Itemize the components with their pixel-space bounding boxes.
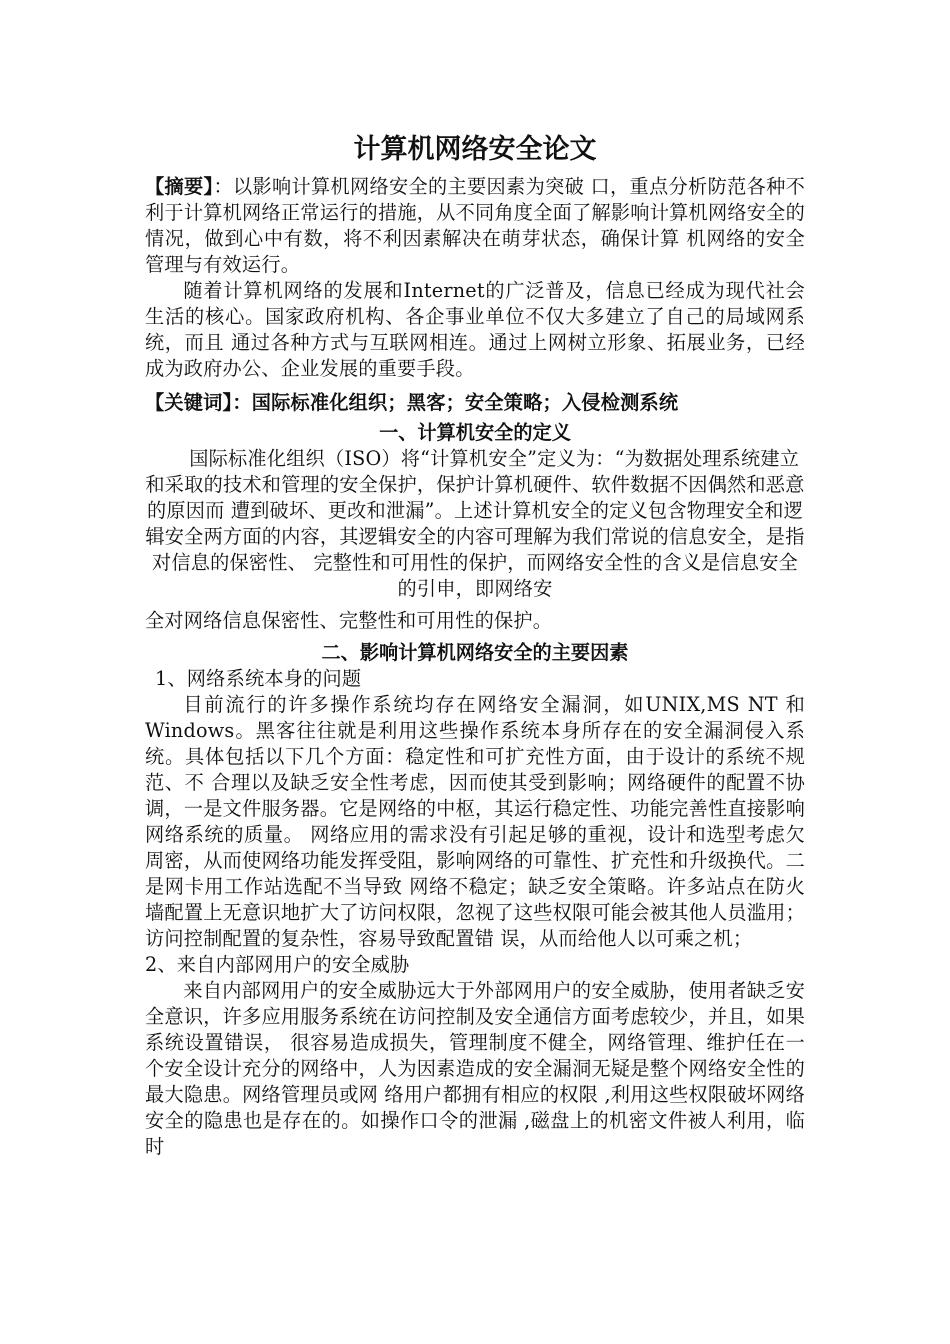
abstract-paragraph-2: 随着计算机网络的发展和Internet的广泛普及，信息已经成为现代社会生活的核心。国家政府机构、各企事业单位不仅大多建立了自己的局域网系统，而且 通过各种方式与互联网相连。通过上网树立形象、拓展业务，已经成为政府办公、企业发展的重要手段。 (145, 279, 805, 380)
section-1-paragraph: 国际标准化组织（ISO）将“计算机安全”定义为：“为数据处理系统建立和采取的技术和管理的安全保护，保护计算机硬件、软件数据不因偶然和恶意的原因而 遭到破坏、更改和泄漏”。上述计算机安全的定义包含物理安全和逻辑安全两方面的内容，其逻辑安全的内容可理解为我们常说的信息安全，是指对信息的保密性、 完整性和可用性的保护，而网络安全性的含义是信息安全的引申，即网络安 (145, 447, 805, 600)
abstract-label: 【摘要】 (145, 175, 214, 198)
subsection-1-paragraph: 目前流行的许多操作系统均存在网络安全漏洞，如UNIX,MS NT 和Windows。黑客往往就是利用这些操作系统本身所存在的安全漏洞侵入系统。具体包括以下几个方面：稳定性和可扩充性方面，由于设计的系统不规范、不 合理以及缺乏安全性考虑，因而使其受到影响；网络硬件的配置不协调，一是文件服务器。它是网络的中枢，其运行稳定性、功能完善性直接影响网络系统的质量。 网络应用的需求没有引起足够的重视，设计和选型考虑欠周密，从而使网络功能发挥受阻，影响网络的可靠性、扩充性和升级换代。二是网卡用工作站选配不当导致 网络不稳定；缺乏安全策略。许多站点在防火墙配置上无意识地扩大了访问权限，忽视了这些权限可能会被其他人员滥用；访问控制配置的复杂性，容易导致配置错 误，从而给他人以可乘之机； (145, 693, 805, 950)
document-title: 计算机网络安全论文 (353, 134, 597, 165)
section-1-heading: 一、计算机安全的定义 (379, 421, 571, 444)
abstract-text: ：以影响计算机网络安全的主要因素为突破 口，重点分析防范各种不利于计算机网络正常运行的措施，从不同角度全面了解影响计算机网络安全的情况，做到心中有数，将不利因素解决在萌芽状态，确保计算 机网络的安全管理与有效运行。 (145, 175, 805, 276)
section-2-heading: 二、影响计算机网络安全的主要因素 (321, 641, 629, 664)
subsection-2-heading: 2、来自内部网用户的安全威胁 (145, 953, 410, 976)
keywords-line: 【关键词】：国际标准化组织；黑客；安全策略；入侵检测系统 (145, 391, 679, 414)
document-page (145, 128, 805, 1160)
abstract-paragraph (145, 174, 805, 278)
section-1-paragraph-2: 全对网络信息保密性、完整性和可用性的保护。 (145, 609, 553, 632)
subsection-1-heading: 1、网络系统本身的问题 (155, 667, 362, 690)
subsection-2-paragraph: 来自内部网用户的安全威胁远大于外部网用户的安全威胁，使用者缺乏安全意识，许多应用服务系统在访问控制及安全通信方面考虑较少，并且，如果系统设置错误， 很容易造成损失，管理制度不健全，网络管理、维护任在一个安全设计充分的网络中，人为因素造成的安全漏洞无疑是整个网络安全性的最大隐患。网络管理员或网 络用户都拥有相应的权限 ,利用这些权限破坏网络安全的隐患也是存在的。如操作口令的泄漏 ,磁盘上的机密文件被人利用，临时 (145, 979, 805, 1158)
